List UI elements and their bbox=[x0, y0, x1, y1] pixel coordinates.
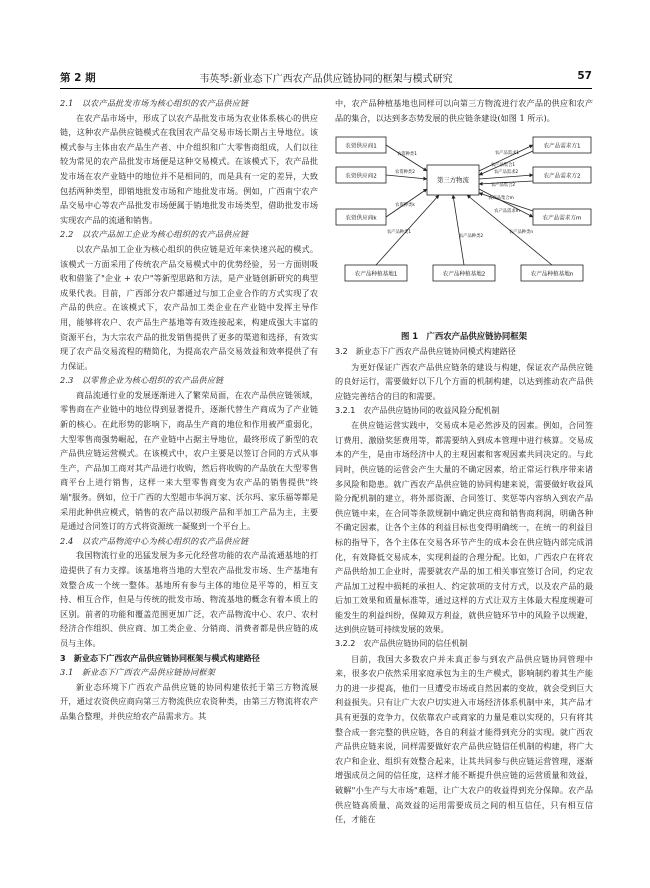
edge-supply-k: 农资种类k bbox=[395, 203, 415, 209]
center-label: 第三方物流 bbox=[437, 176, 469, 185]
running-title: 韦英琴:新业态下广西农产品供应链协同的框架与模式研究 bbox=[199, 74, 453, 85]
section-3-2-2-paragraph: 目前，我国大多数农户并未真正参与到农产品供应链协同管理中来，很多农户依然采用家庭承包为主的生产模式，影响制约着其生产能力的进一步提高，他们一旦遭受市场或自然因素的变故，就会受到巨大利益损失。只有让广大农户切实进入市场经济体系机制中来，其产品才具有更强的竞争力，仅依靠农户或商家的力量是难以实现的，只有将其整合成一套完整的供应链，各自的利益才能得到充分的实现。就广西农产品供应链来说，同样需要做好农产品供应链信任机制的构建，将广大农户和企业、组织有效整合起来，让其共同参与供应链运营管理，逐渐增强成员之间的信任度，这样才能不断提升供应链的运营质量和效益，破解"小生产与大市场"难题，让广大农户的收益得到充分保障。农产品供应链高质量、高效益的运用需要成员之间的相互信任，只有相互信任，才能在 bbox=[335, 653, 593, 825]
edge-base-2: 农产品种类2 bbox=[458, 234, 484, 240]
header-rule bbox=[60, 88, 592, 89]
edge-demand-2: 农产品需求2 bbox=[493, 170, 519, 176]
section-2-4-paragraph: 我国物流行业的迅猛发展为多元化经营功能的农产品流通基地的打造提供了有力支撑。该基地将当地的大型农产品批发市场、生产基地有效整合成一个统一整体。基地所有参与主体的地位是平等的，相互支持、相互合作，但是与传统的批发市场、物流基地的概念有着本质上的区别。前者的功能和覆盖范围更加广泛，农产品物流中心、农户、农村经济合作组织、供应商、加工类企业、分销商、消费者都是供应链的成员与主体。 bbox=[60, 550, 318, 648]
right-column bbox=[335, 96, 593, 827]
demand-label-m: 农产品需求方m bbox=[542, 215, 582, 222]
edge-supply-1: 农资种类1 bbox=[397, 152, 417, 158]
issue-number: 第 2 期 bbox=[60, 72, 96, 84]
section-2-3-paragraph: 商品流通行业的发展逐渐进入了繁荣局面，在农产品供应链领域，零售商在产业链中的地位得到显著提升，逐渐代替生产商成为了产业链新的核心。在此形势的影响下，商品生产商的地位和作用被严重弱化，大型零售商强势崛起，在产业链中占据主导地位，最终形成了新型的农产品供应链运营模式。在该模式中，农户主要是以签订合同的方式从事生产，产品加工商对其产品进行收购，然后将收购的产品放在大型零售商平台上进行销售，这样一来大型零售商变为农产品的销售提供"终端"服务。例如，位于广西的大型超市华润万家、沃尔玛、家乐福等都是采用此种供应模式，销售的农产品以初级产品和半加工产品为主，主要是通过合同签订的方式将资源统一凝聚到一个平台上。 bbox=[60, 389, 318, 532]
demand-label-1: 农产品需求方1 bbox=[543, 143, 581, 150]
section-3-2-1-paragraph: 在供应链运营实践中，交易成本是必然涉及的因素。例如，合同签订费用、激励奖惩费用等，都需要纳入到成本管理中进行核算。交易成本的产生，是由市场经济中人的主观因素和客观因素共同决定的。与此同时，供应链的运营会产生大量的不确定因素，给正常运行秩序带来诸多风险和隐患。就广西农产品供应链的协同构建来说，需要做好收益风险分配机制的建立，将外部资源、合同签订、奖惩等内容纳入到农产品供应链中来，在合同等条款规制中确定供应商和销售商利润，明确各种不确定因素，让各个主体的利益目标也变得明确统一，在统一的利益目标的指导下，各个主体在交易各环节产生的成本会在供应链内部完成消化，有效降低交易成本，实现利益的合理分配。比如，广西农户在将农产品供给加工企业时，需要就农产品的加工相关事宜签订合同，约定农产品加工过程中损耗的承担人、约定款项的支付方式，以及农产品的最后加工效果和质量标准等，通过这样的方式让双方主体最大程度规避可能发生的利益纠纷，保障双方利益，就供应链环节中的风险予以规避，达到供应链可持续发展的效果。 bbox=[335, 420, 593, 635]
supplier-label-1: 农资供应商1 bbox=[345, 143, 377, 150]
supplier-label-k: 农资供应商k bbox=[345, 215, 377, 222]
demand-label-2: 农产品需求方2 bbox=[543, 173, 581, 180]
left-column bbox=[60, 96, 318, 724]
section-2-1-paragraph: 在农产品市场中，形成了以农产品批发市场为农业体系核心的供应链，这种农产品供应链模式在我国农产品交易市场长期占主导地位。该模式参与主体由农产品生产者、中介组织和广大零售商组成，人们以往较为常见的农产品批发市场便是这种交易模式。在该模式下，农产品批发市场在农产业链中的地位并不是相同的，而是具有一定的差异，大致包括两种类型，即销地批发市场和产地批发市场。例如，广西南宁农产品交易中心等农产品批发市场便属于销地批发市场类型，借助批发市场实现农产品的流通和销售。 bbox=[60, 112, 318, 225]
section-2-3-title: 2.3 以零售企业为核心组织的农产品供应链 bbox=[60, 375, 224, 386]
section-3-title: 3 新业态下广西农产品供应链协同框架与模式构建路径 bbox=[60, 652, 260, 663]
section-3-1-paragraph: 新业态环境下广西农产品供应链的协同构建依托于第三方物流展开，通过农资供应商向第三方物流供应农资种类，由第三方物流将农产品集合整理，并供应给农产品需求方。其 bbox=[60, 681, 318, 721]
section-2-2-title: 2.2 以农产品加工企业为核心组织的农产品供应链 bbox=[60, 229, 249, 240]
edge-collect-2: 农产品集合2 bbox=[490, 183, 516, 189]
running-header bbox=[60, 70, 592, 88]
supplier-label-2: 农资供应商2 bbox=[345, 173, 377, 180]
section-2-2-paragraph: 以农产品加工企业为核心组织的供应链是近年来快速兴起的模式。该模式一方面采用了传统农产品交易模式中的优势经验，另一方面则吸收和借鉴了"企业 + 农户"等新型思路和方法，是产业链创新研究的典型成果代表。目前，广西部分农户都通过与加工企业合作的方式实现了农产品的供应。在该模式下，农产品加工类企业在产业链中发挥主导作用，能够将农户、农产品生产基地等有效连接起来，构建成强大丰富的资源平台，为大宗农产品的批发销售提供了更多的渠道和选择，有效实现了农产品交易流程的精简化，为提高农产品交易效益和效率提供了有力保证。 bbox=[60, 243, 318, 371]
figure-1 bbox=[335, 129, 593, 327]
edge-collect-1: 农产品集合1 bbox=[490, 163, 516, 169]
continued-paragraph: 中，农产品种植基地也同样可以向第三方物流进行农产品的供应和农产品的集合，以达到多态势发展的供应链条建设(如图 1 所示)。 bbox=[335, 98, 593, 123]
figure-1-caption: 图 1 广西农产品供应链协同框架 bbox=[401, 331, 527, 342]
section-2-4-title: 2.4 以农产品物流中心为核心组织的农产品供应链 bbox=[60, 535, 249, 546]
framework-diagram bbox=[335, 129, 593, 327]
edge-base-1: 农产品种类1 bbox=[386, 230, 412, 236]
base-label-2: 农产品种植基地2 bbox=[442, 271, 486, 278]
edge-demand-1: 农产品需求1 bbox=[494, 151, 520, 157]
edge-supply-2: 农资种类2 bbox=[395, 170, 415, 176]
section-2-1-title: 2.1 以农产品批发市场为核心组织的农产品供应链 bbox=[60, 98, 249, 108]
section-3-2-1-title: 3.2.1 农产品供应链协同的收益风险分配机制 bbox=[335, 405, 500, 415]
base-label-n: 农产品种植基地n bbox=[530, 271, 574, 278]
section-3-2-2-title: 3.2.2 农产品供应链协同的信任机制 bbox=[335, 639, 468, 649]
section-3-1-title: 3.1 新业态下广西农产品供应链协同框架 bbox=[60, 667, 216, 678]
edge-base-n: 农产品种类n bbox=[508, 230, 534, 236]
edge-collect-m: 农产品集合m bbox=[488, 196, 514, 202]
section-3-2-title: 3.2 新业态下广西农产品供应链协同模式构建路径 bbox=[335, 347, 516, 357]
edge-demand-m: 农产品需求m bbox=[494, 209, 520, 215]
page-number: 57 bbox=[577, 70, 592, 82]
section-3-2-paragraph: 为更好保证广西农产品供应链条的建设与构建，保证农产品供应链的良好运行，需要做好以下几个方面的机制构建，以达到推动农产品供应链完善结合的目的和需要。 bbox=[335, 361, 593, 401]
base-label-1: 农产品种植基地1 bbox=[354, 271, 398, 278]
